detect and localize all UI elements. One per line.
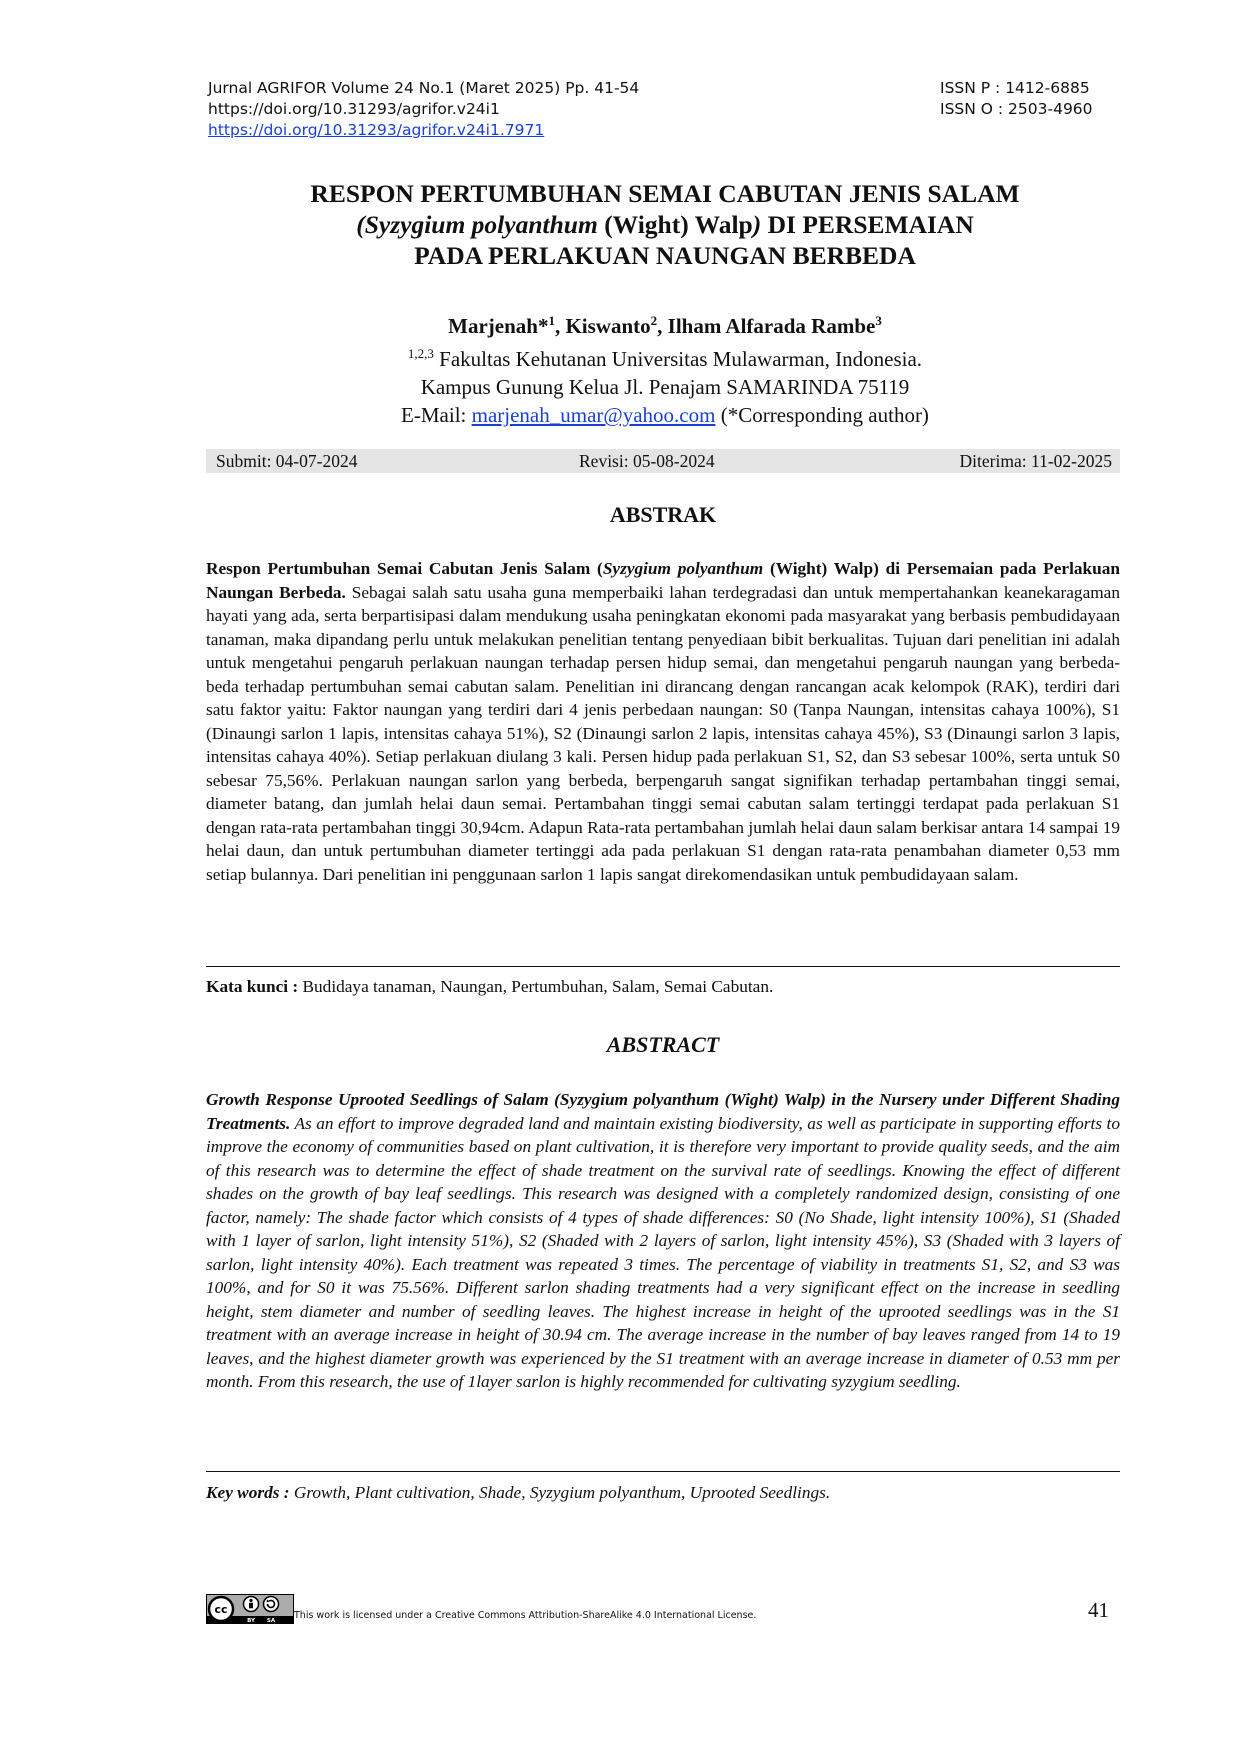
author-3-sup: 3 bbox=[875, 313, 882, 328]
author-2-sup: 2 bbox=[650, 313, 658, 328]
title-species: Syzygium polyanthum bbox=[364, 210, 598, 239]
issn-print: ISSN P : 1412-6885 bbox=[940, 79, 1090, 97]
svg-text:SA: SA bbox=[266, 1618, 276, 1624]
dates-bar bbox=[206, 449, 1120, 473]
abstract-keywords bbox=[206, 1481, 1120, 1504]
email-link[interactable]: marjenah_umar@yahoo.com bbox=[471, 403, 716, 427]
author-block bbox=[200, 307, 1130, 429]
author-3: , Ilham Alfarada Rambe bbox=[657, 314, 876, 338]
email-label: E-Mail: bbox=[401, 403, 472, 427]
abstrak-body: Sebagai salah satu usaha guna memperbaiki lahan terdegradasi dan untuk mempertahankan keanekaragaman hayati yang ada, serta berpartisipasi dalam mendukung usaha peningkatan ekonomi pada masyarakat yang berbasis pembudidayaan tanaman, maka dipandang perlu untuk melakukan penelitian tentang penyediaan bibit berkualitas. Tujuan dari penelitian ini adalah untuk mengetahui pengaruh perlakuan naungan terhadap persen hidup semai, dan mengetahui pengaruh naungan yang berbeda-beda terhadap pertumbuhan semai cabutan salam. Penelitian ini dirancang dengan rancangan acak kelompok (RAK), terdiri dari satu faktor yaitu: Faktor naungan yang terdiri dari 4 jenis perbedaan naungan: S0 (Tanpa Naungan, intensitas cahaya 100%), S1 (Dinaungi sarlon 1 lapis, intensitas cahaya 51%), S2 (Dinaungi sarlon 2 lapis, intensitas cahaya 45%), S3 (Dinaungi sarlon 3 lapis, intensitas cahaya 40%). Setiap perlakuan diulang 3 kali. Persen hidup pada perlakuan S1, S2, dan S3 sebesar 100%, serta untuk S0 sebesar 75,56%. Perlakuan naungan sarlon yang berbeda, berpengaruh sangat signifikan terhadap pertambahan tinggi semai, diameter batang, dan jumlah helai daun semai. Pertambahan tinggi semai cabutan salam tertinggi terdapat pada perlakuan S1 dengan rata-rata pertambahan tinggi 30,94cm. Adapun Rata-rata pertambahan jumlah helai daun salam berkisar antara 14 sampai 19 helai daun, dan untuk pertumbuhan diameter tertinggi ada pada perlakuan S1 dengan rata-rata penambahan diameter 0,53 mm setiap bulannya. Dari penelitian ini penggunaan sarlon 1 lapis sangat direkomendasikan untuk pembudidayaan salam. bbox=[206, 582, 1120, 884]
abstrak-lead-2: (Wight) Walp) di Persemaian pada Perlakuan Naungan Berbeda. bbox=[206, 559, 1120, 602]
abstrak-keywords-label: Kata kunci : bbox=[206, 977, 299, 996]
title-line-2-rest: DI PERSEMAIAN bbox=[761, 210, 974, 239]
abstrak-lead-1: Respon Pertumbuhan Semai Cabutan Jenis Salam ( bbox=[206, 559, 603, 578]
author-names bbox=[200, 307, 1130, 340]
affiliation-text: Fakultas Kehutanan Universitas Mulawarman, Indonesia. bbox=[433, 347, 923, 371]
abstract-keywords-text: Growth, Plant cultivation, Shade, Syzygium polyanthum, Uprooted Seedlings. bbox=[289, 1483, 831, 1502]
email-line bbox=[200, 401, 1130, 429]
title-open-paren: ( bbox=[356, 210, 365, 239]
svg-text:BY: BY bbox=[247, 1618, 255, 1624]
author-1: Marjenah* bbox=[448, 314, 549, 338]
title-line-3: PADA PERLAKUAN NAUNGAN BERBEDA bbox=[414, 241, 916, 270]
author-1-sup: 1 bbox=[548, 313, 555, 328]
journal-header-left bbox=[208, 78, 639, 141]
paper-title bbox=[200, 178, 1130, 271]
abstrak-heading: ABSTRAK bbox=[609, 502, 717, 527]
corresponding-note: (*Corresponding author) bbox=[715, 403, 929, 427]
svg-text:cc: cc bbox=[214, 1603, 228, 1616]
submit-date: Submit: 04-07-2024 bbox=[216, 451, 358, 471]
journal-header-right bbox=[940, 78, 1093, 120]
abstract-divider bbox=[206, 1471, 1120, 1472]
abstrak-paragraph bbox=[206, 557, 1120, 886]
share-alike-icon bbox=[264, 1597, 279, 1612]
journal-citation: Jurnal AGRIFOR Volume 24 No.1 (Maret 2025) Pp. 41-54 bbox=[208, 79, 640, 97]
issn-online: ISSN O : 2503-4960 bbox=[940, 100, 1093, 118]
abstrak-keywords-text: Budidaya tanaman, Naungan, Pertumbuhan, Salam, Semai Cabutan. bbox=[298, 977, 774, 996]
abstrak-lead-species: Syzygium polyanthum bbox=[602, 559, 764, 578]
abstract-paragraph bbox=[206, 1088, 1120, 1394]
abstrak-divider bbox=[206, 966, 1120, 967]
affiliation bbox=[200, 340, 1130, 373]
address: Kampus Gunung Kelua Jl. Penajam SAMARINDA 75119 bbox=[420, 375, 910, 399]
title-close-paren: ) bbox=[752, 210, 762, 239]
title-line-1: RESPON PERTUMBUHAN SEMAI CABUTAN JENIS SALAM bbox=[310, 179, 1020, 208]
abstract-body: As an effort to improve degraded land and maintain existing biodiversity, as well as participate in supporting efforts to improve the economy of communities based on plant cultivation, it is therefore very important to provide quality seeds, and the aim of this research was to determine the effect of shade treatment on the survival rate of seedlings. Knowing the effect of different shades on the growth of bay leaf seedlings. This research was designed with a completely randomized design, consisting of one factor, namely: The shade factor which consists of 4 types of shade differences: S0 (No Shade, light intensity 100%), S1 (Shaded with 1 layer of sarlon, light intensity 51%), S2 (Shaded with 2 layers of sarlon, light intensity 45%), S3 (Shaded with 3 layers of sarlon, light intensity 40%). Each treatment was repeated 3 times. The percentage of viability in treatments S1, S2, and S3 was 100%, and for S0 it was 75.56%. Different sarlon shading treatments had a very significant effect on the increase in seedling height, stem diameter and number of seedling leaves. The highest increase in height of the uprooted seedlings was in the S1 treatment with an average increase in height of 30.94 cm. The average increase in the number of bay leaves ranged from 14 to 19 leaves, and the highest diameter growth was experienced by the S1 treatment with an average increase in diameter of 0.53 mm per month. From this research, the use of 1layer sarlon is highly recommended for cultivating syzygium seedling. bbox=[206, 1113, 1120, 1391]
page-number: 41 bbox=[1088, 1598, 1109, 1622]
abstract-lead: Growth Response Uprooted Seedlings of Salam (Syzygium polyanthum (Wight) Walp) in the Nursery under Different Shading Treatments. bbox=[206, 1090, 1120, 1133]
doi-volume: https://doi.org/10.31293/agrifor.v24i1 bbox=[208, 100, 500, 118]
abstract-heading: ABSTRACT bbox=[606, 1032, 720, 1057]
accepted-date: Diterima: 11-02-2025 bbox=[959, 451, 1112, 471]
abstract-keywords-label: Key words : bbox=[206, 1483, 290, 1502]
license-text: This work is licensed under a Creative Commons Attribution-ShareAlike 4.0 International License. bbox=[294, 1610, 757, 1621]
title-line-2 bbox=[200, 209, 1130, 240]
author-2: , Kiswanto bbox=[554, 314, 651, 338]
revision-date: Revisi: 05-08-2024 bbox=[579, 451, 715, 471]
title-species-author: (Wight) Walp bbox=[597, 210, 753, 239]
doi-article-link[interactable]: https://doi.org/10.31293/agrifor.v24i1.7971 bbox=[208, 121, 545, 139]
abstrak-keywords bbox=[206, 975, 1120, 998]
affiliation-sup: 1,2,3 bbox=[407, 346, 434, 361]
cc-license-badge[interactable] bbox=[206, 1594, 294, 1624]
